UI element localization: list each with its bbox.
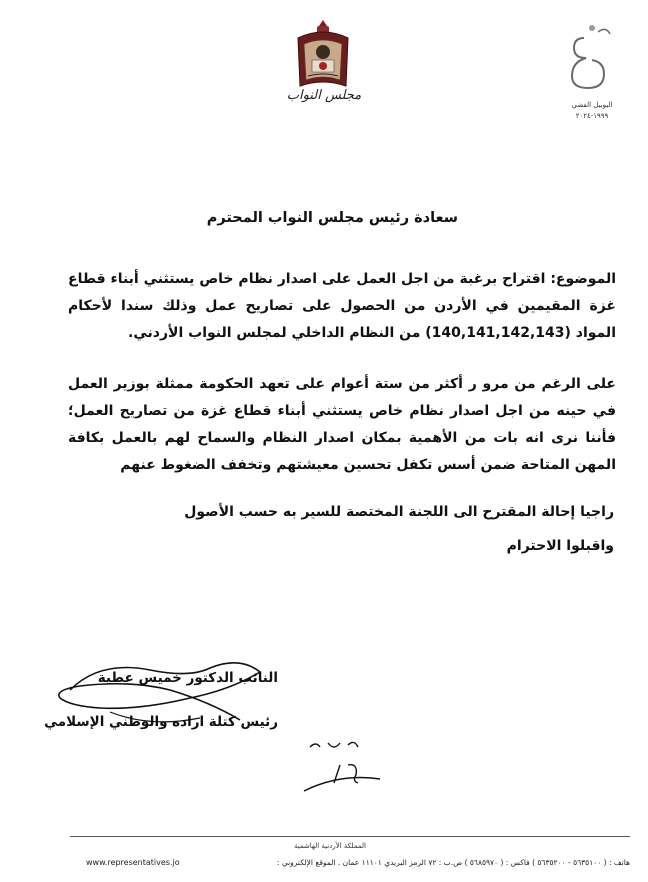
footer-contact: هاتف : ( ٥٦٣٥١٠٠ - ٥٦٣٥٢٠٠ ) فاكس : ( ٥٦٨٥٩٧٠ ) ص.ب : ٧٢ الرمز البريدي ١١١٠١ عمان . الموقع الإلكتروني : [276, 858, 630, 867]
salutation: سعادة رئيس مجلس النواب المحترم [206, 210, 458, 226]
footer-website-link[interactable]: www.representatives.jo [86, 858, 180, 867]
jubilee-years: ١٩٩٩-٢٠٢٤ [575, 112, 609, 120]
signatory-title: رئيس كتلة اراده والوطني الإسلامي [44, 714, 278, 730]
request-line: راجيا إحالة المقترح الى اللجنة المختصة للسير به حسب الأصول [184, 504, 614, 520]
subject-paragraph [68, 266, 616, 347]
footer-divider [70, 836, 630, 837]
subject-text: اقتراح برغبة من اجل العمل على اصدار نظام خاص يستثني أبناء قطاع غزة المقيمين في الأردن من الحصول على تصاريح عمل وذلك سندا لأحكام المواد (140,141,142,143) من النظام الداخلي لمجلس النواب الأردني. [68, 271, 616, 341]
subject-label: الموضوع: [550, 271, 617, 287]
parliament-caption: مجلس النواب [286, 88, 362, 103]
handwritten-date [300, 735, 390, 795]
jubilee-title: اليوبيل الفضي [571, 101, 613, 109]
footer-title: المملكة الأردنية الهاشمية [293, 842, 367, 850]
jubilee-caption [548, 100, 636, 122]
closing-line: واقبلوا الاحترام [506, 538, 614, 554]
body-paragraph: على الرغم من مرو ر أكثر من ستة أعوام على تعهد الحكومة ممثلة بوزير العمل في حينه من اجل اصدار نظام خاص يستثني أبناء قطاع غزة من تصاريح العمل؛ فأننا نرى انه بات من الأهمية بمكان اصدار النظام والسماح لهم بالعمل بكافة المهن المتاحة ضمن أسس تكفل تحسين معيشتهم وتخفف الضغوط عنهم [68, 376, 616, 473]
signature-block [44, 656, 278, 744]
signatory-name: النائب الدكتور خميس عطية [97, 670, 278, 686]
